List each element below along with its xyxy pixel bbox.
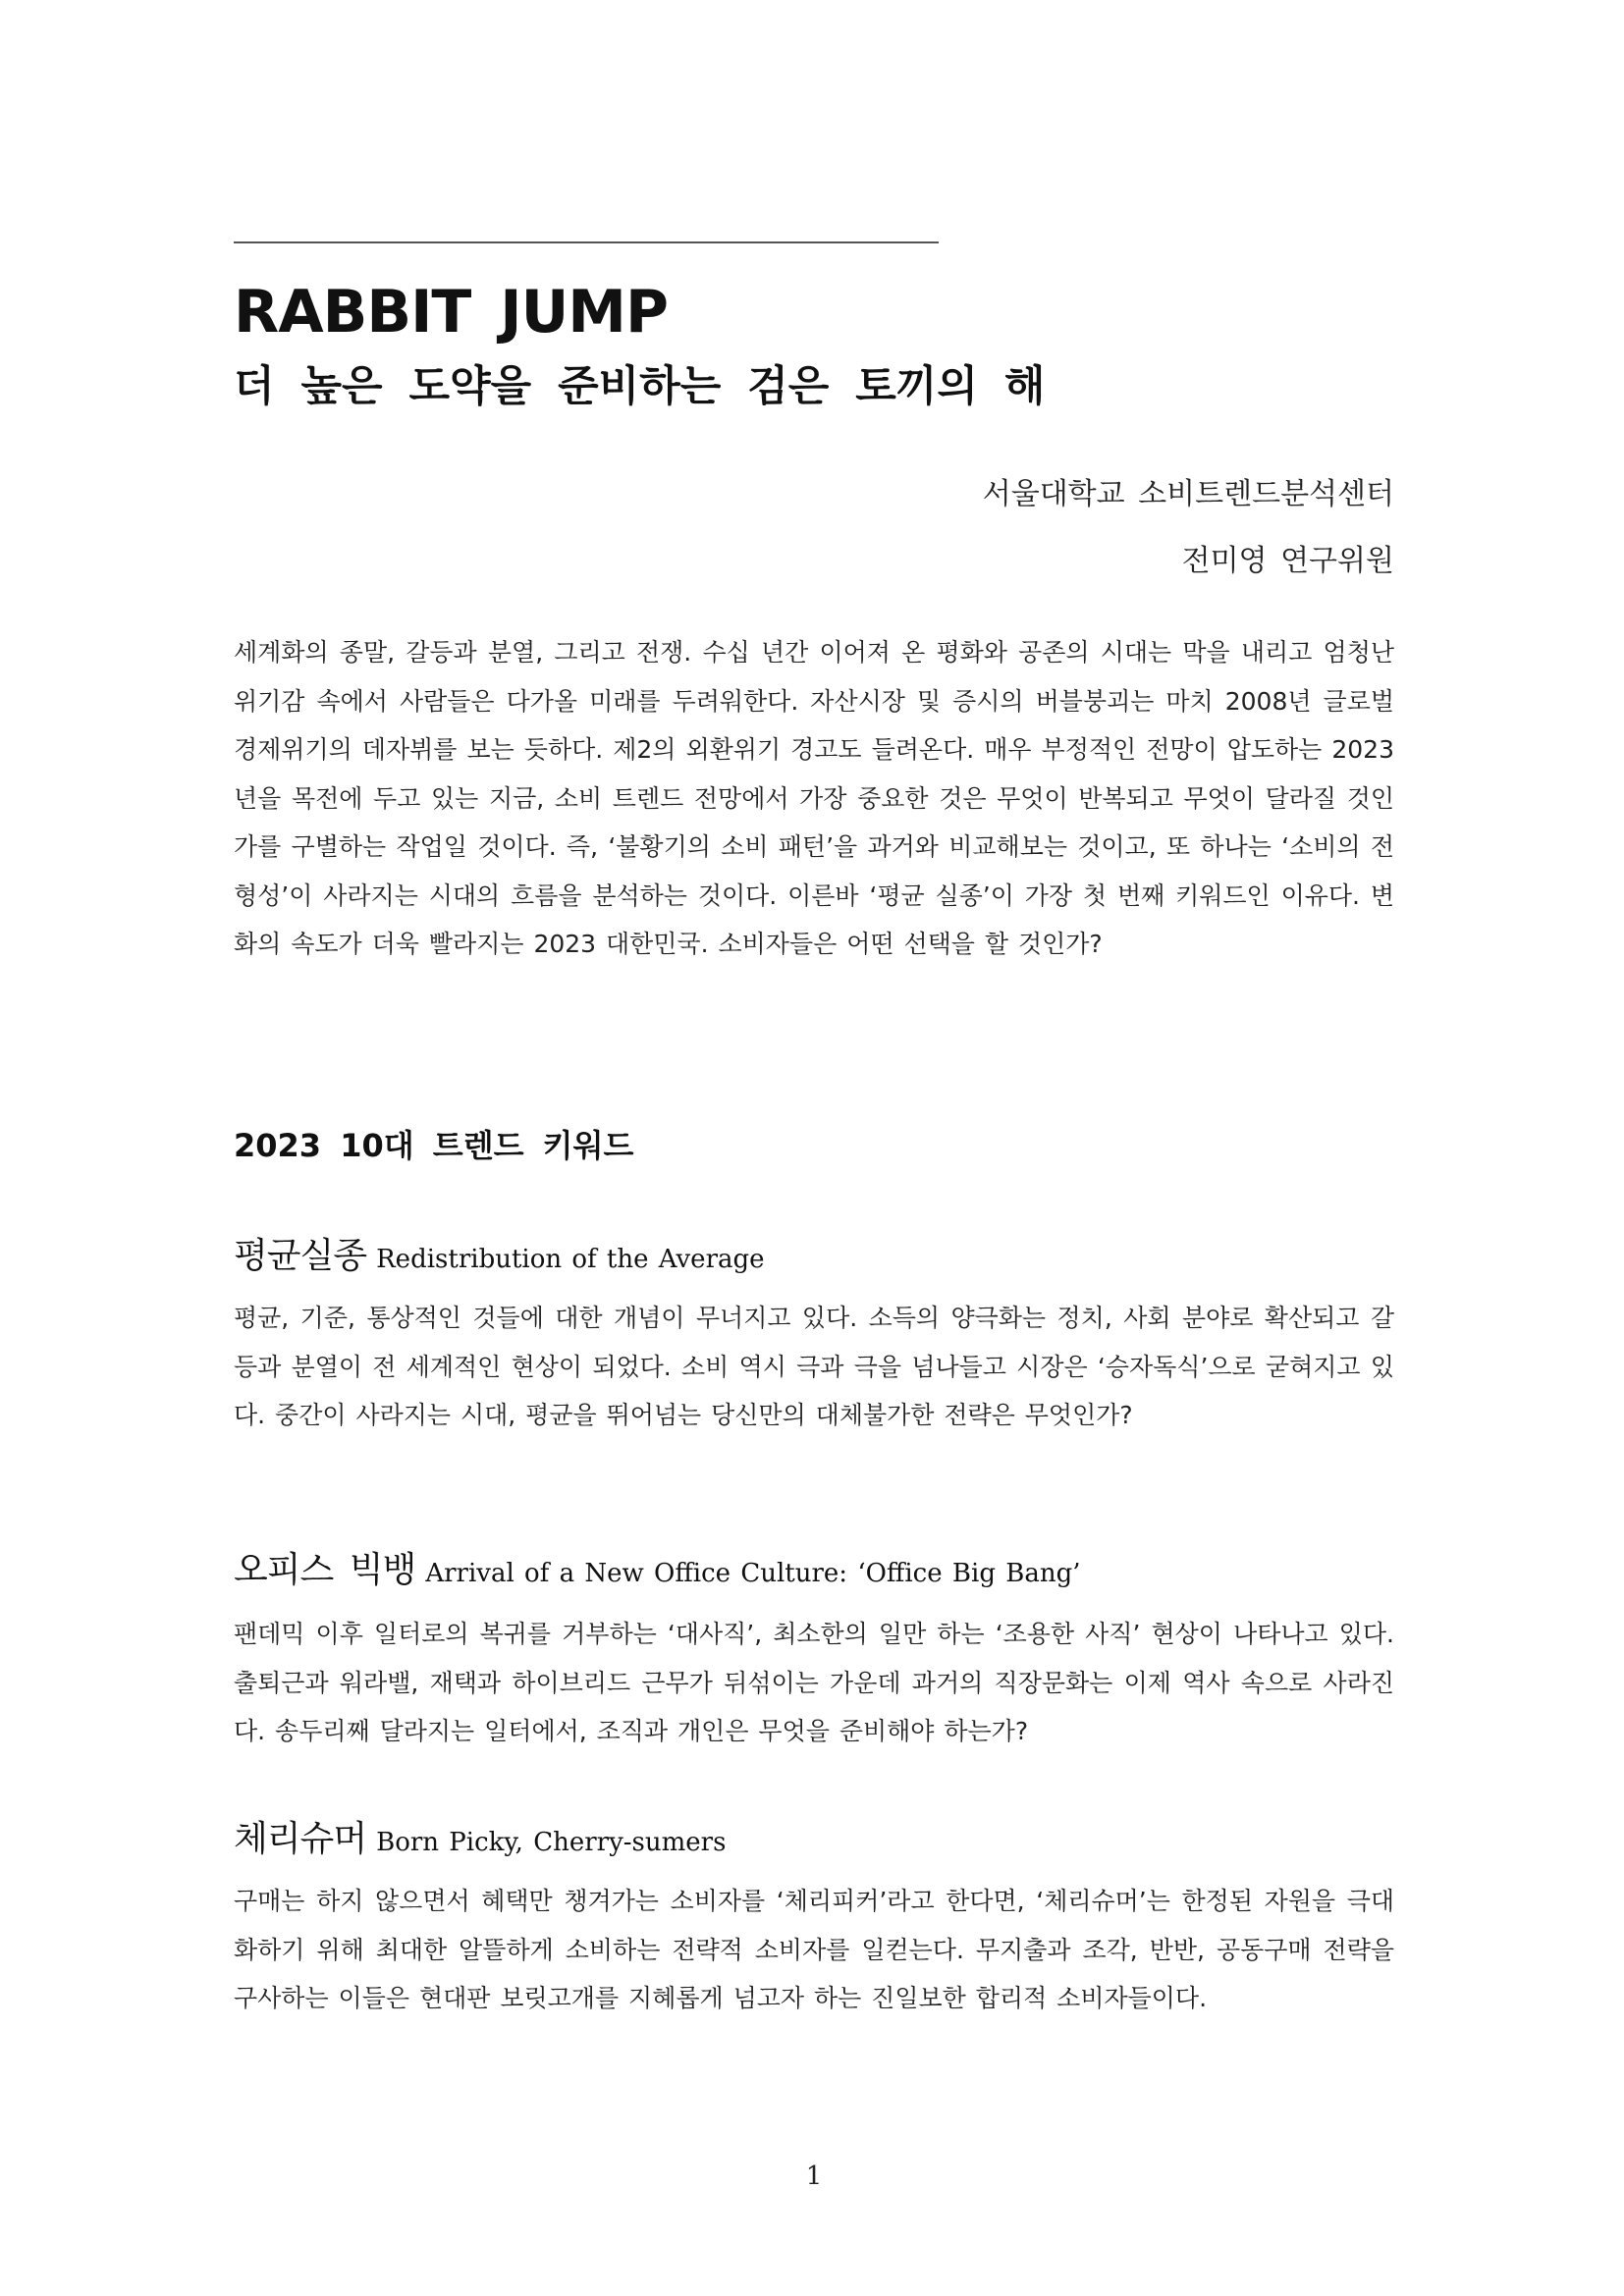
keyword-description: 평균, 기준, 통상적인 것들에 대한 개념이 무너지고 있다. 소득의 양극화는 정치, 사회 분야로 확산되고 갈등과 분열이 전 세계적인 현상이 되었다. 소비 역시 극과 극을 넘나들고 시장은 ‘승자독식’으로 굳혀지고 있다. 중간이 사라지는 시대, 평균을 뛰어넘는 당신만의 대체불가한 전략은 무엇인가? (234, 1304, 1394, 1429)
keyword-heading (234, 1818, 726, 1867)
keyword-description: 팬데믹 이후 일터로의 복귀를 거부하는 ‘대사직’, 최소한의 일만 하는 ‘조용한 사직’ 현상이 나타나고 있다. 출퇴근과 워라밸, 재택과 하이브리드 근무가 뒤섞이는 가운데 과거의 직장문화는 이제 역사 속으로 사라진다. 송두리째 달라지는 일터에서, 조직과 개인은 무엇을 준비해야 하는가? (234, 1620, 1394, 1745)
keyword-heading (234, 1549, 1080, 1598)
keyword-name: 체리슈머 (234, 1819, 367, 1859)
document-subtitle: 더 높은 도약을 준비하는 검은 토끼의 해 (234, 362, 1046, 411)
section-heading: 2023 10대 트렌드 키워드 (234, 1127, 634, 1164)
keyword-english-name: Born Picky, Cherry-sumers (376, 1828, 727, 1857)
intro-paragraph: 세계화의 종말, 갈등과 분열, 그리고 전쟁. 수십 년간 이어져 온 평화와 공존의 시대는 막을 내리고 엄청난 위기감 속에서 사람들은 다가올 미래를 두려워한다. 자산시장 및 증시의 버블붕괴는 마치 2008년 글로벌 경제위기의 데자뷔를 보는 듯하다. 제2의 외환위기 경고도 들려온다. 매우 부정적인 전망이 압도하는 2023년을 목전에 두고 있는 지금, 소비 트렌드 전망에서 가장 중요한 것은 무엇이 반복되고 무엇이 달라질 것인가를 구별하는 작업일 것이다. 즉, ‘불황기의 소비 패턴’을 과거와 비교해보는 것이고, 또 하나는 ‘소비의 전형성’이 사라지는 시대의 흐름을 분석하는 것이다. 이른바 ‘평균 실종’이 가장 첫 번째 키워드인 이유다. 변화의 속도가 더욱 빨라지는 2023 대한민국. 소비자들은 어떤 선택을 할 것인가? (234, 638, 1394, 958)
keyword-name: 평균실종 (234, 1236, 367, 1276)
keyword-name: 오피스 빅뱅 (234, 1550, 416, 1590)
page-number: 1 (805, 2162, 823, 2191)
top-divider (234, 241, 939, 243)
document-page (234, 0, 1394, 2296)
byline-organization: 서울대학교 소비트렌드분석센터 (982, 477, 1394, 511)
keyword-english-name: Arrival of a New Office Culture: ‘Office Big Bang’ (425, 1559, 1081, 1588)
document-title: RABBIT JUMP (234, 278, 668, 347)
byline-author: 전미영 연구위원 (1181, 544, 1394, 578)
keyword-heading (234, 1235, 765, 1284)
keyword-english-name: Redistribution of the Average (376, 1245, 765, 1274)
keyword-description: 구매는 하지 않으면서 혜택만 챙겨가는 소비자를 ‘체리피커’라고 한다면, ‘체리슈머’는 한정된 자원을 극대화하기 위해 최대한 알뜰하게 소비하는 전략적 소비자를 일컫는다. 무지출과 조각, 반반, 공동구매 전략을 구사하는 이들은 현대판 보릿고개를 지혜롭게 넘고자 하는 진일보한 합리적 소비자들이다. (234, 1887, 1394, 2012)
